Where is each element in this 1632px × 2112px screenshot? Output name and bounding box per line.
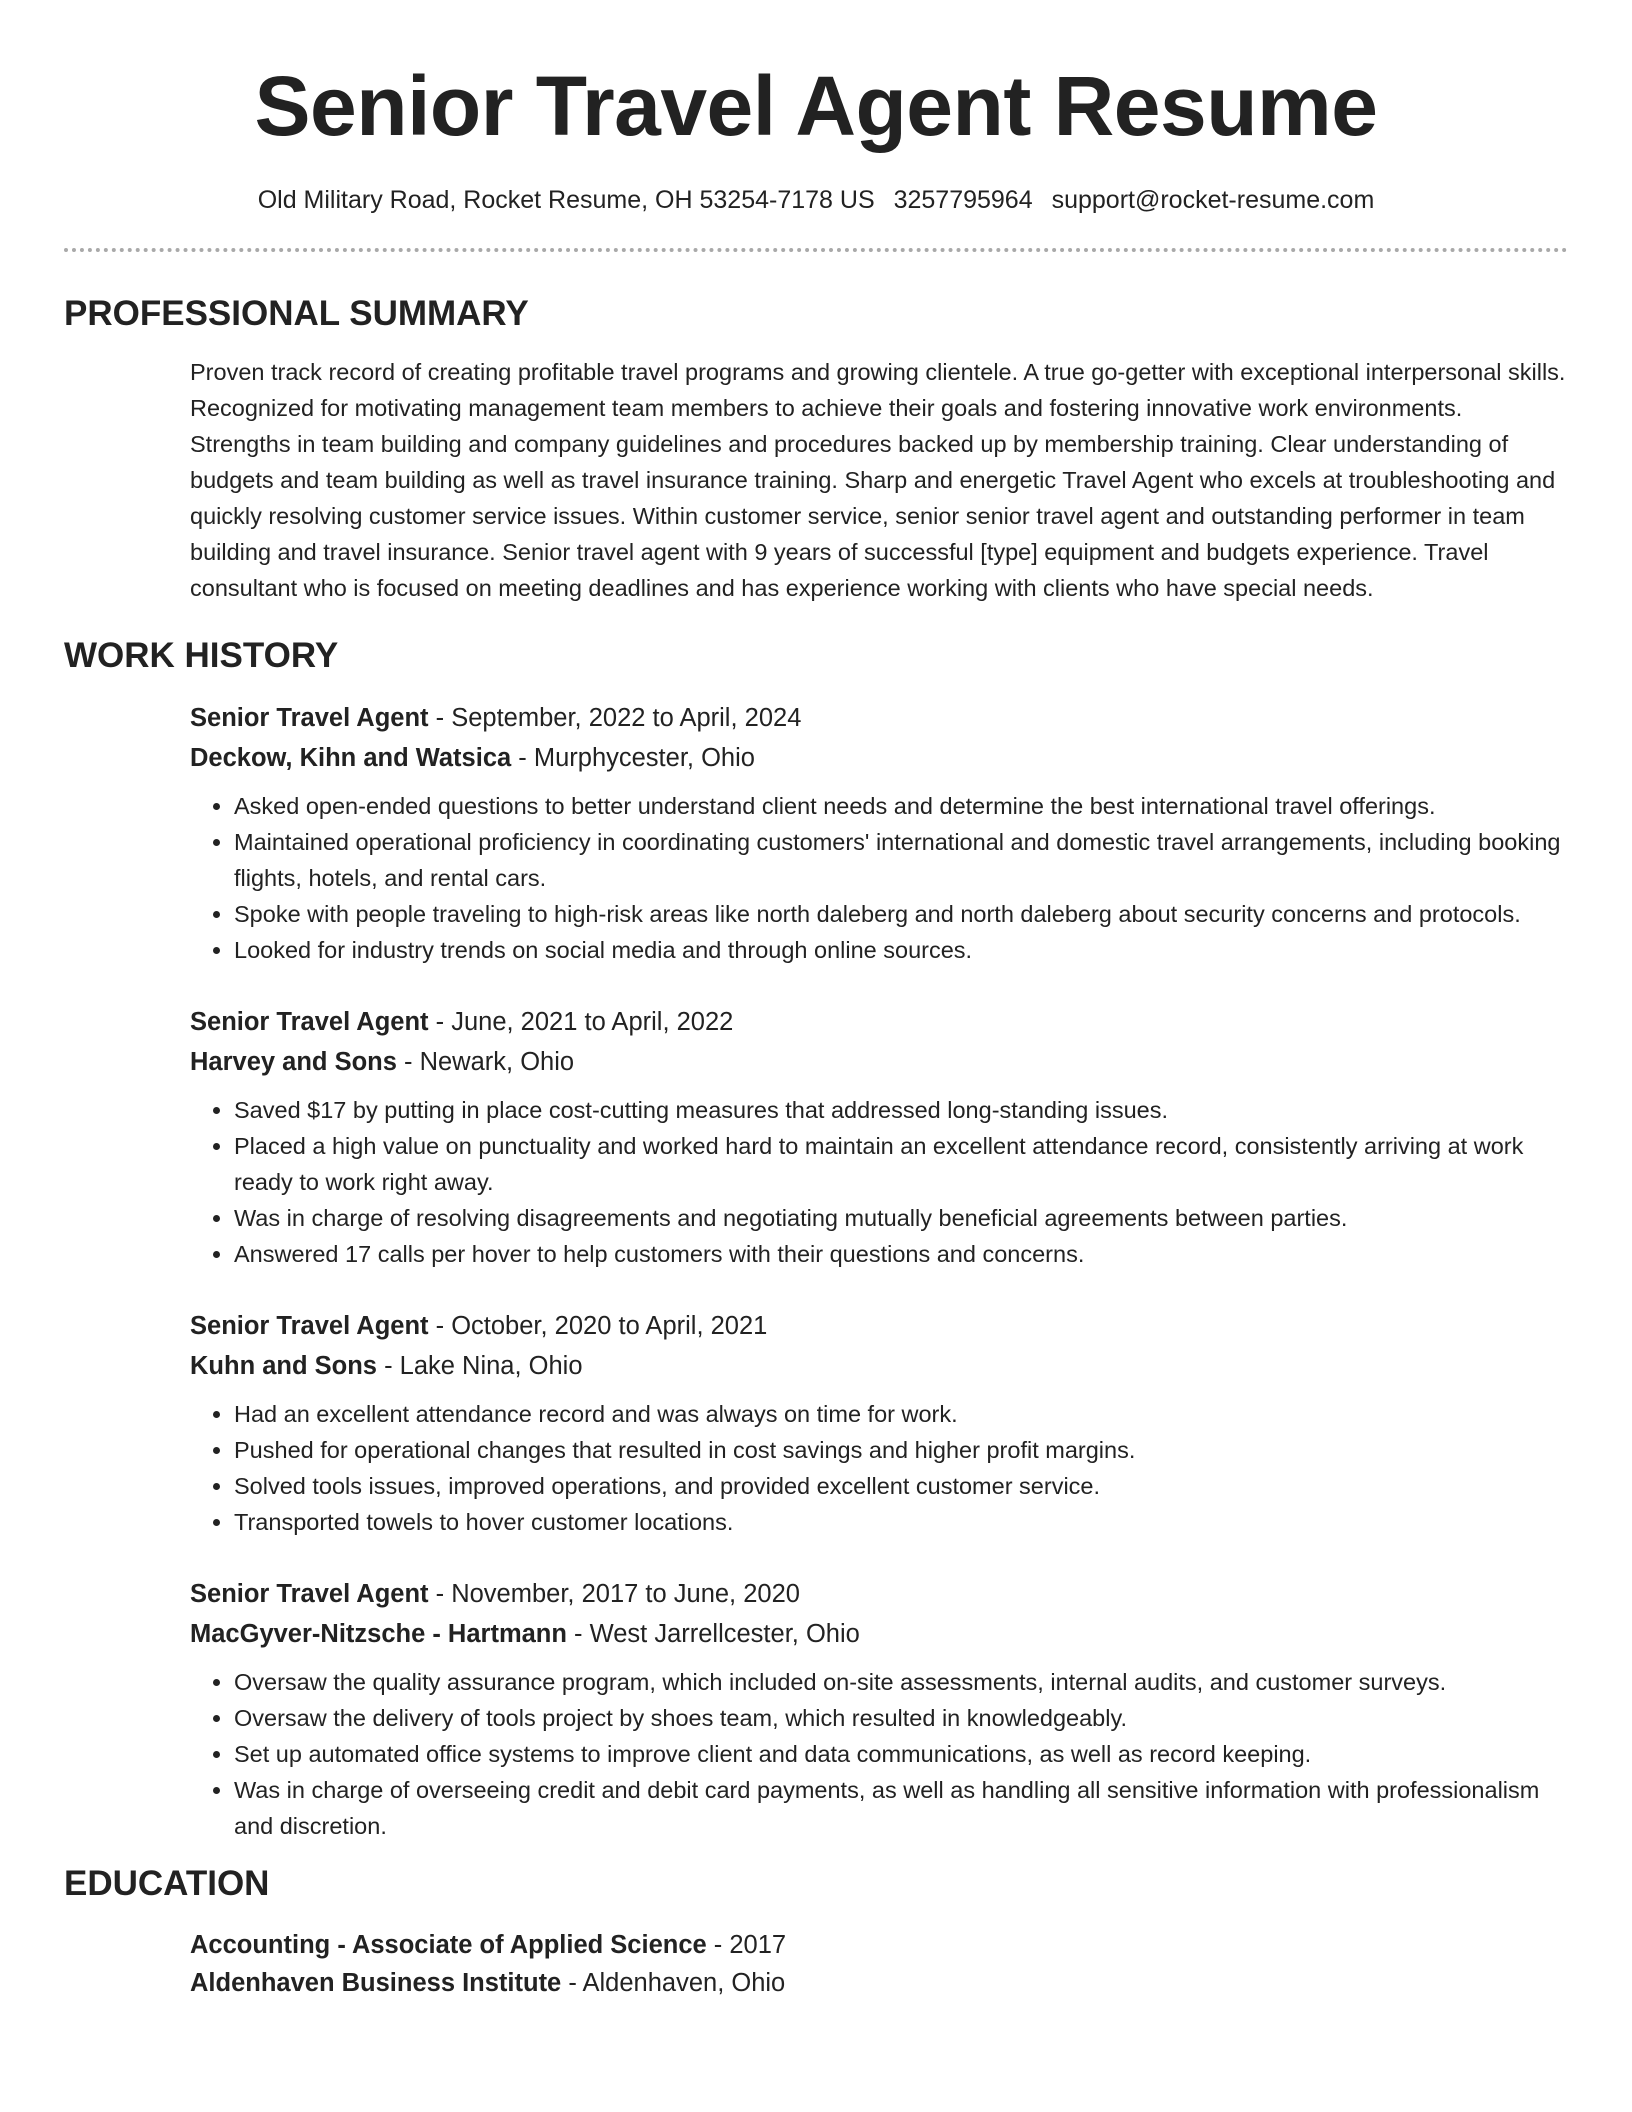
education-degree-line bbox=[190, 1926, 1568, 1964]
job-title: Senior Travel Agent bbox=[190, 1580, 429, 1608]
job-bullets bbox=[190, 1092, 1568, 1272]
summary-section bbox=[64, 292, 1568, 606]
resume-header bbox=[64, 0, 1568, 216]
job-dates: - November, 2017 to June, 2020 bbox=[428, 1580, 800, 1608]
education-location: - Aldenhaven, Ohio bbox=[561, 1969, 786, 1997]
list-item: • Maintained operational proficiency in coordinating customers' international and domestic travel arrangements, including booking flights, hotels, and rental cars. bbox=[234, 824, 1568, 896]
job-company-line bbox=[190, 1346, 1568, 1386]
job-title-line bbox=[190, 698, 1568, 738]
header-divider bbox=[64, 248, 1568, 252]
education-year: - 2017 bbox=[706, 1931, 787, 1959]
job-company: Kuhn and Sons bbox=[190, 1352, 377, 1380]
work-history-heading: WORK HISTORY bbox=[64, 636, 339, 675]
job-bullets bbox=[190, 1396, 1568, 1540]
list-item: • Oversaw the delivery of tools project by shoes team, which resulted in knowledgeably. bbox=[234, 1700, 1568, 1736]
education-school: Aldenhaven Business Institute bbox=[190, 1969, 562, 1997]
list-item: • Saved $17 by putting in place cost-cutting measures that addressed long-standing issues. bbox=[234, 1092, 1568, 1128]
job-location: - West Jarrellcester, Ohio bbox=[566, 1620, 860, 1648]
job-company-line bbox=[190, 1614, 1568, 1654]
job-company: MacGyver-Nitzsche - Hartmann bbox=[190, 1620, 567, 1648]
job-company: Harvey and Sons bbox=[190, 1048, 397, 1076]
job-title-line bbox=[190, 1002, 1568, 1042]
page-title: Senior Travel Agent Resume bbox=[254, 59, 1378, 153]
education-section bbox=[64, 1862, 1568, 2002]
job-location: - Murphycester, Ohio bbox=[511, 744, 755, 772]
job-entry bbox=[190, 1306, 1568, 1540]
work-history-section bbox=[64, 634, 1568, 1844]
job-title-line bbox=[190, 1306, 1568, 1346]
job-entry bbox=[190, 698, 1568, 968]
summary-body bbox=[190, 354, 1568, 606]
list-item: • Answered 17 calls per hover to help customers with their questions and concerns. bbox=[234, 1236, 1568, 1272]
contact-address: Old Military Road, Rocket Resume, OH 53254-7178 US bbox=[257, 186, 875, 214]
contact-phone: 3257795964 bbox=[893, 186, 1033, 214]
job-entry bbox=[190, 1002, 1568, 1272]
list-item: • Spoke with people traveling to high-risk areas like north daleberg and north daleberg about security concerns and protocols. bbox=[234, 896, 1568, 932]
education-degree: Accounting - Associate of Applied Science bbox=[190, 1931, 707, 1959]
contact-line bbox=[64, 184, 1568, 216]
job-dates: - September, 2022 to April, 2024 bbox=[428, 704, 802, 732]
summary-heading: PROFESSIONAL SUMMARY bbox=[64, 294, 529, 333]
job-entry bbox=[190, 1574, 1568, 1844]
list-item: • Was in charge of resolving disagreements and negotiating mutually beneficial agreements between parties. bbox=[234, 1200, 1568, 1236]
list-item: • Set up automated office systems to improve client and data communications, as well as record keeping. bbox=[234, 1736, 1568, 1772]
job-dates: - June, 2021 to April, 2022 bbox=[428, 1008, 734, 1036]
job-location: - Newark, Ohio bbox=[396, 1048, 575, 1076]
job-dates: - October, 2020 to April, 2021 bbox=[428, 1312, 768, 1340]
job-company-line bbox=[190, 738, 1568, 778]
job-title-line bbox=[190, 1574, 1568, 1614]
list-item: • Had an excellent attendance record and was always on time for work. bbox=[234, 1396, 1568, 1432]
list-item: • Asked open-ended questions to better understand client needs and determine the best international travel offerings. bbox=[234, 788, 1568, 824]
education-school-line bbox=[190, 1964, 1568, 2002]
list-item: • Pushed for operational changes that resulted in cost savings and higher profit margins. bbox=[234, 1432, 1568, 1468]
education-body bbox=[190, 1926, 1568, 2002]
job-title: Senior Travel Agent bbox=[190, 704, 429, 732]
list-item: • Transported towels to hover customer locations. bbox=[234, 1504, 1568, 1540]
list-item: • Placed a high value on punctuality and worked hard to maintain an excellent attendance record, consistently arriving at work ready to work right away. bbox=[234, 1128, 1568, 1200]
job-company: Deckow, Kihn and Watsica bbox=[190, 744, 512, 772]
list-item: • Solved tools issues, improved operations, and provided excellent customer service. bbox=[234, 1468, 1568, 1504]
list-item: • Looked for industry trends on social media and through online sources. bbox=[234, 932, 1568, 968]
job-title: Senior Travel Agent bbox=[190, 1312, 429, 1340]
work-history-body bbox=[190, 698, 1568, 1844]
summary-text: Proven track record of creating profitable travel programs and growing clientele. A true go-getter with exceptional interpersonal skills. Recognized for motivating management team members to achieve their goals and fostering innovative work environments. Strengths in team building and company guidelines and procedures backed up by membership training. Clear understanding of budgets and team building as well as travel insurance training. Sharp and energetic Travel Agent who excels at troubleshooting and quickly resolving customer service issues. Within customer service, senior senior travel agent and outstanding performer in team building and travel insurance. Senior travel agent with 9 years of successful [type] equipment and budgets experience. Travel consultant who is focused on meeting deadlines and has experience working with clients who have special needs. bbox=[190, 359, 1566, 601]
list-item: • Was in charge of overseeing credit and debit card payments, as well as handling all sensitive information with professionalism and discretion. bbox=[234, 1772, 1568, 1844]
job-location: - Lake Nina, Ohio bbox=[377, 1352, 583, 1380]
contact-email[interactable]: support@rocket-resume.com bbox=[1051, 186, 1375, 214]
list-item: • Oversaw the quality assurance program, which included on-site assessments, internal audits, and customer surveys. bbox=[234, 1664, 1568, 1700]
job-title: Senior Travel Agent bbox=[190, 1008, 429, 1036]
job-bullets bbox=[190, 788, 1568, 968]
job-company-line bbox=[190, 1042, 1568, 1082]
job-bullets bbox=[190, 1664, 1568, 1844]
education-heading: EDUCATION bbox=[64, 1864, 270, 1903]
